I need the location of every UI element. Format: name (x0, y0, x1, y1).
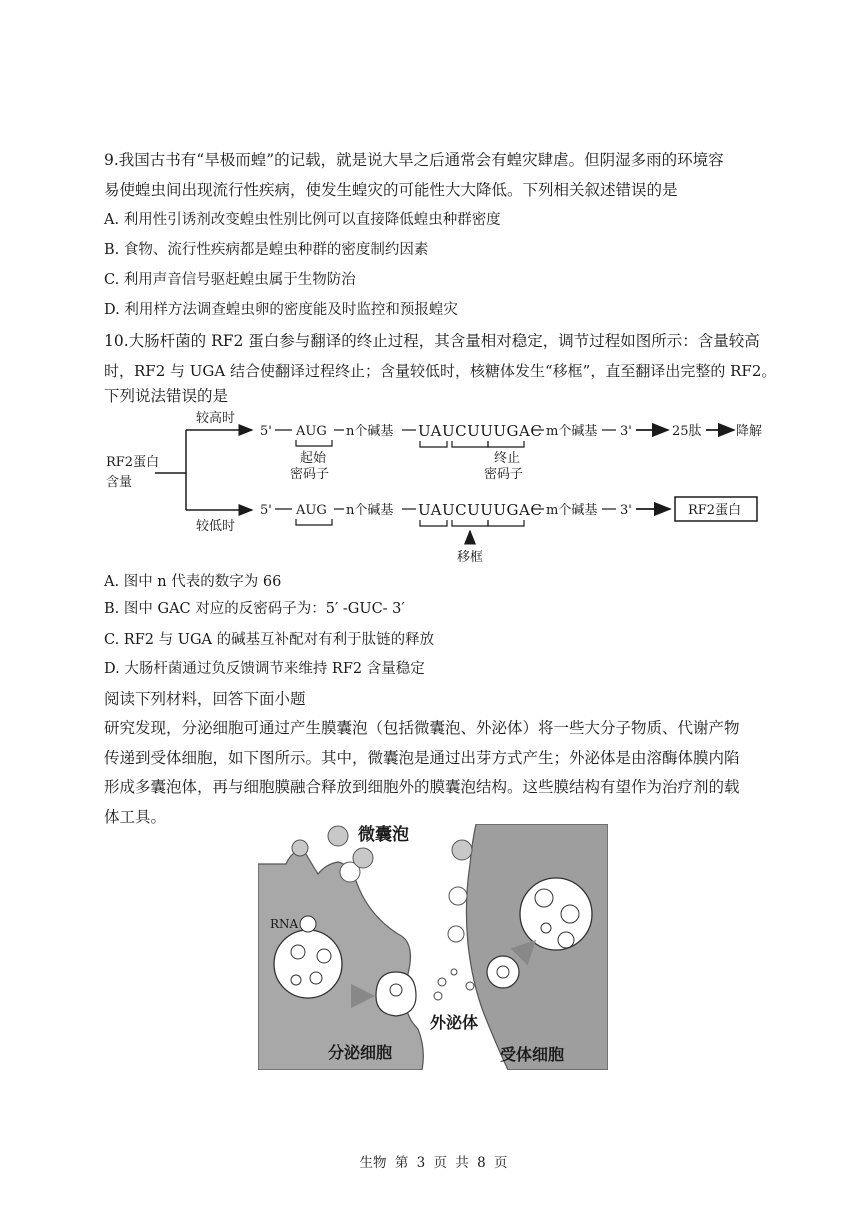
q10-stem-line-2: 时，RF2 与 UGA 结合使翻译过程终止；含量较低时，核糖体发生“移框”，直至翻译出完整的 RF2。 (104, 362, 777, 380)
stop-codon-bracket (488, 441, 524, 447)
rna-label: RNA (270, 917, 299, 931)
high-label: 较高时 (196, 411, 236, 426)
five-prime-bottom: 5' (260, 503, 272, 518)
q10-option-b: B. 图中 GAC 对应的反密码子为：5′ -GUC- 3′ (104, 601, 405, 617)
q9-option-b: B. 食物、流行性疾病都是蝗虫种群的密度制约因素 (104, 242, 429, 258)
q9-option-a: A. 利用性引诱剂改变蝗虫性别比例可以直接降低蝗虫种群密度 (104, 212, 501, 228)
n-bases-bottom: n个碱基 (346, 503, 394, 518)
q10-option-c: C. RF2 与 UGA 的碱基互补配对有利于肽链的释放 (104, 632, 435, 648)
rf2-content-label-1: RF2蛋白 (106, 455, 160, 470)
rf2-regulation-diagram (100, 408, 770, 568)
peptide-25: 25肽 (672, 424, 702, 439)
material-intro: 阅读下列材料，回答下面小题 (104, 690, 306, 708)
secretory-cell-label: 分泌细胞 (328, 1043, 393, 1062)
five-prime-top: 5' (260, 424, 272, 439)
three-prime-bottom: 3' (620, 503, 632, 518)
m-bases-top: m个碱基 (546, 424, 598, 439)
q10-stem-line-3: 下列说法错误的是 (104, 387, 229, 405)
sequence-top: UAUCUUUGAC (418, 422, 543, 440)
rf2-content-label-2: 含量 (106, 475, 133, 490)
stop-codon-label-1: 终止 (494, 451, 521, 466)
material-line-2: 传递到受体细胞，如下图所示。其中，微囊泡是通过出芽方式产生；外泌体是由溶酶体膜内陷 (104, 749, 740, 767)
material-line-3: 形成多囊泡体，再与细胞膜融合释放到细胞外的膜囊泡结构。这些膜结构有望作为治疗剂的载 (104, 778, 740, 796)
receptor-endosome (520, 878, 592, 950)
page-footer: 生物 第 3 页 共 8 页 (359, 1155, 508, 1171)
sequence-bottom: UAUCUUUGAC (418, 501, 543, 519)
low-label: 较低时 (196, 519, 236, 534)
m-bases-bottom: m个碱基 (546, 503, 598, 518)
microvesicle-label: 微囊泡 (358, 825, 409, 845)
q10-stem-line-1: 10.大肠杆菌的 RF2 蛋白参与翻译的终止过程，其含量相对稳定，调节过程如图所示：含量较高 (104, 332, 760, 350)
q9-option-c: C. 利用声音信号驱赶蝗虫属于生物防治 (104, 272, 356, 288)
three-prime-top: 3' (620, 424, 632, 439)
material-line-1: 研究发现，分泌细胞可通过产生膜囊泡（包括微囊泡、外泌体）将一些大分子物质、代谢产物 (104, 719, 740, 737)
aug-bottom: AUG (296, 503, 327, 518)
frameshift-label: 移框 (457, 550, 484, 565)
q10-option-d: D. 大肠杆菌通过负反馈调节来维持 RF2 含量稳定 (104, 661, 425, 677)
q9-stem-line-2: 易使蝗虫间出现流行性疾病，使发生蝗灾的可能性大大降低。下列相关叙述错误的是 (104, 181, 678, 199)
receptor-cell (466, 824, 608, 1070)
rf2-protein-label: RF2蛋白 (688, 503, 742, 518)
q10-option-a: A. 图中 n 代表的数字为 66 (104, 574, 282, 590)
start-codon-label-1: 起始 (300, 451, 327, 466)
degrade-label: 降解 (736, 424, 763, 439)
q9-stem-line-1: 9.我国古书有“旱极而蝗”的记载，就是说大旱之后通常会有蝗灾肆虐。但阴湿多雨的环境容 (104, 151, 724, 169)
aug-top: AUG (296, 424, 327, 439)
q9-option-d: D. 利用样方法调查蝗虫卵的密度能及时监控和预报蝗灾 (104, 302, 458, 318)
vesicle-transport-figure (258, 824, 608, 1070)
stop-codon-label-2: 密码子 (484, 467, 524, 482)
material-line-4: 体工具。 (104, 808, 167, 826)
n-bases-top: n个碱基 (346, 424, 394, 439)
start-codon-label-2: 密码子 (290, 467, 330, 482)
start-codon-bracket (296, 440, 332, 446)
multivesicular-body (274, 930, 342, 998)
exosome-label: 外泌体 (430, 1013, 479, 1032)
receptor-cell-label: 受体细胞 (500, 1045, 565, 1064)
